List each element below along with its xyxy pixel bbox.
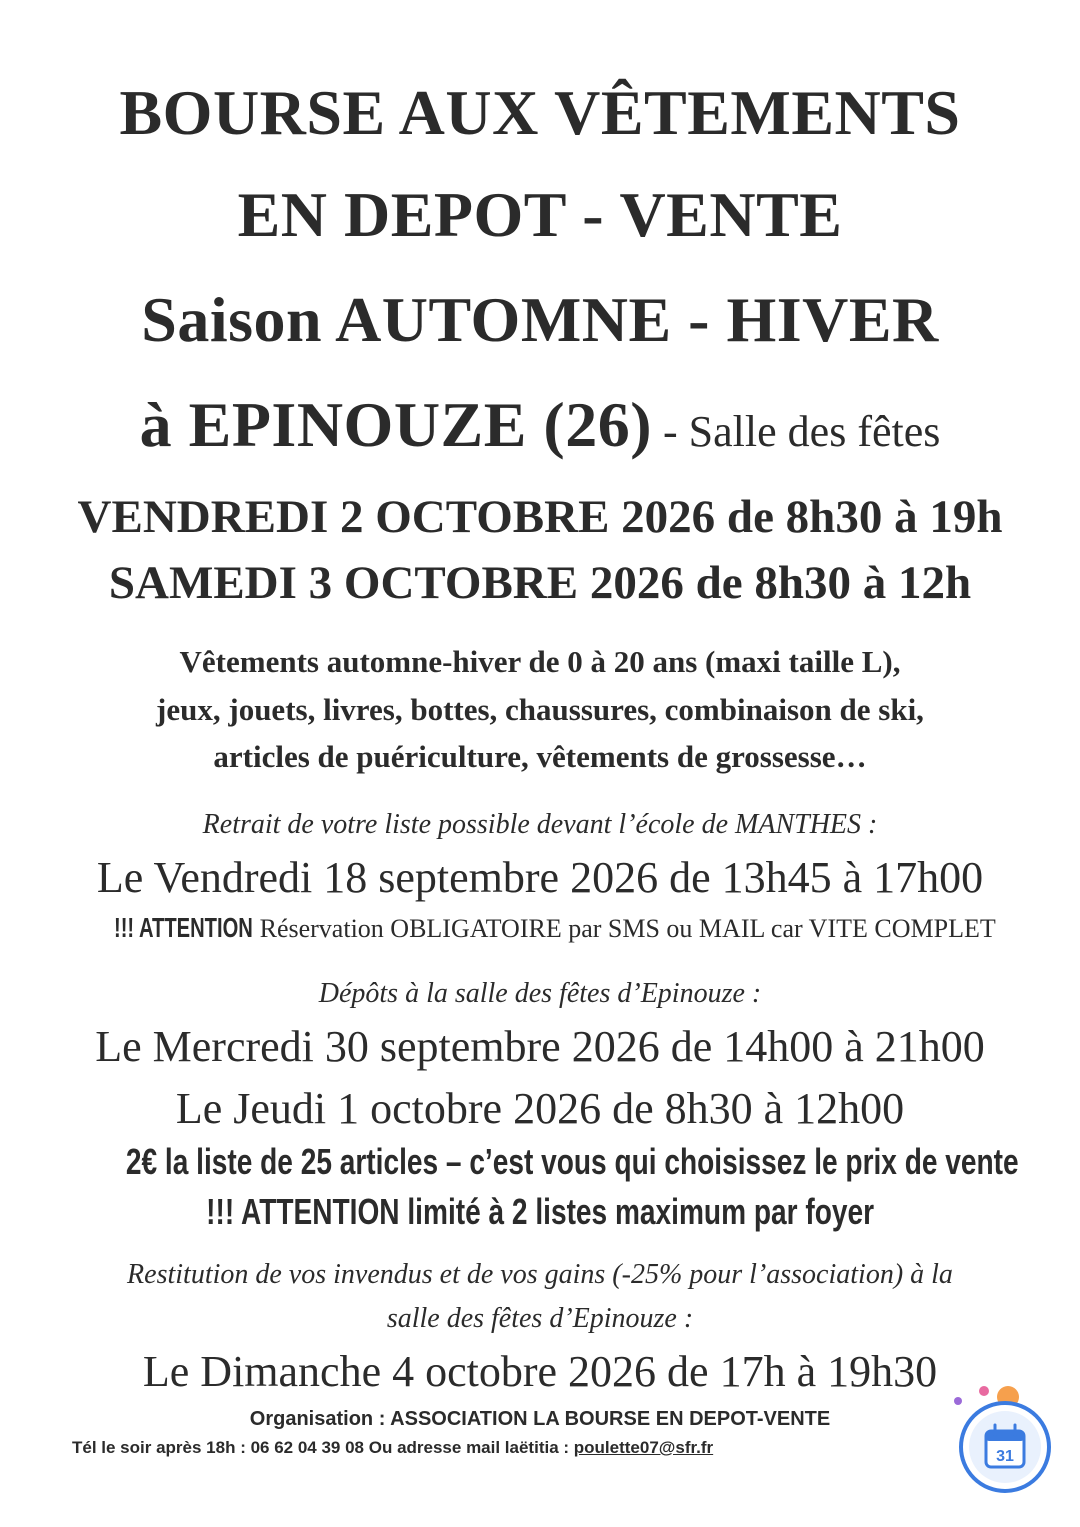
limit-rule-text: !!! ATTENTION limité à 2 listes maximum par foyer (206, 1191, 874, 1232)
attention-text: Réservation OBLIGATOIRE par SMS ou MAIL car VITE COMPLET (253, 914, 996, 943)
depot-date-thursday: Le Jeudi 1 octobre 2026 de 8h30 à 12h00 (175, 1084, 905, 1133)
price-rule (0, 1141, 1080, 1183)
sale-date-saturday: SAMEDI 3 OCTOBRE 2026 de 8h30 à 12h (108, 557, 972, 609)
title-line-3: Saison AUTOMNE - HIVER (141, 284, 939, 355)
organisation-line: Organisation : ASSOCIATION LA BOURSE EN DEPOT-VENTE (249, 1408, 831, 1430)
restitution-heading-1: Restitution de vos invendus et de vos gains (-25% pour l’association) à la (127, 1259, 953, 1290)
retrait-date: Le Vendredi 18 septembre 2026 de 13h45 à 17h00 (96, 853, 984, 902)
title-line-2: EN DEPOT - VENTE (237, 179, 843, 250)
retrait-heading: Retrait de votre liste possible devant l’école de MANTHES : (202, 809, 878, 840)
title-line-4 (0, 388, 1080, 462)
contact-line (72, 1438, 972, 1458)
calendar-day: 31 (996, 1448, 1014, 1465)
items-line-3: articles de puériculture, vêtements de grossesse… (213, 739, 867, 774)
limit-rule (0, 1191, 1080, 1233)
price-rule-text: 2€ la liste de 25 articles – c’est vous qui choisissez le prix de vente (125, 1141, 1019, 1182)
title-location: à EPINOUZE (26) (139, 389, 653, 460)
sale-date-friday: VENDREDI 2 OCTOBRE 2026 de 8h30 à 19h (77, 491, 1003, 543)
contact-email-link[interactable]: poulette07@sfr.fr (573, 1438, 714, 1457)
contact-phone-text: Tél le soir après 18h : 06 62 04 39 08 Ou adresse mail laëtitia : (72, 1438, 574, 1457)
depots-heading: Dépôts à la salle des fêtes d’Epinouze : (318, 978, 762, 1009)
title-line-1: BOURSE AUX VÊTEMENTS (119, 77, 961, 148)
restitution-date: Le Dimanche 4 octobre 2026 de 17h à 19h30 (142, 1347, 938, 1396)
title-venue: - Salle des fêtes (652, 407, 941, 456)
restitution-heading-2: salle des fêtes d’Epinouze : (386, 1303, 694, 1334)
items-line-1: Vêtements automne-hiver de 0 à 20 ans (maxi taille L), (179, 644, 901, 679)
retrait-attention (0, 912, 1080, 944)
calendar-badge[interactable] (950, 1385, 1060, 1495)
attention-label: !!! ATTENTION (114, 912, 254, 943)
items-line-2: jeux, jouets, livres, bottes, chaussures, combinaison de ski, (156, 692, 924, 727)
calendar-icon (950, 1385, 1060, 1495)
depot-date-wednesday: Le Mercredi 30 septembre 2026 de 14h00 à 21h00 (95, 1022, 985, 1071)
